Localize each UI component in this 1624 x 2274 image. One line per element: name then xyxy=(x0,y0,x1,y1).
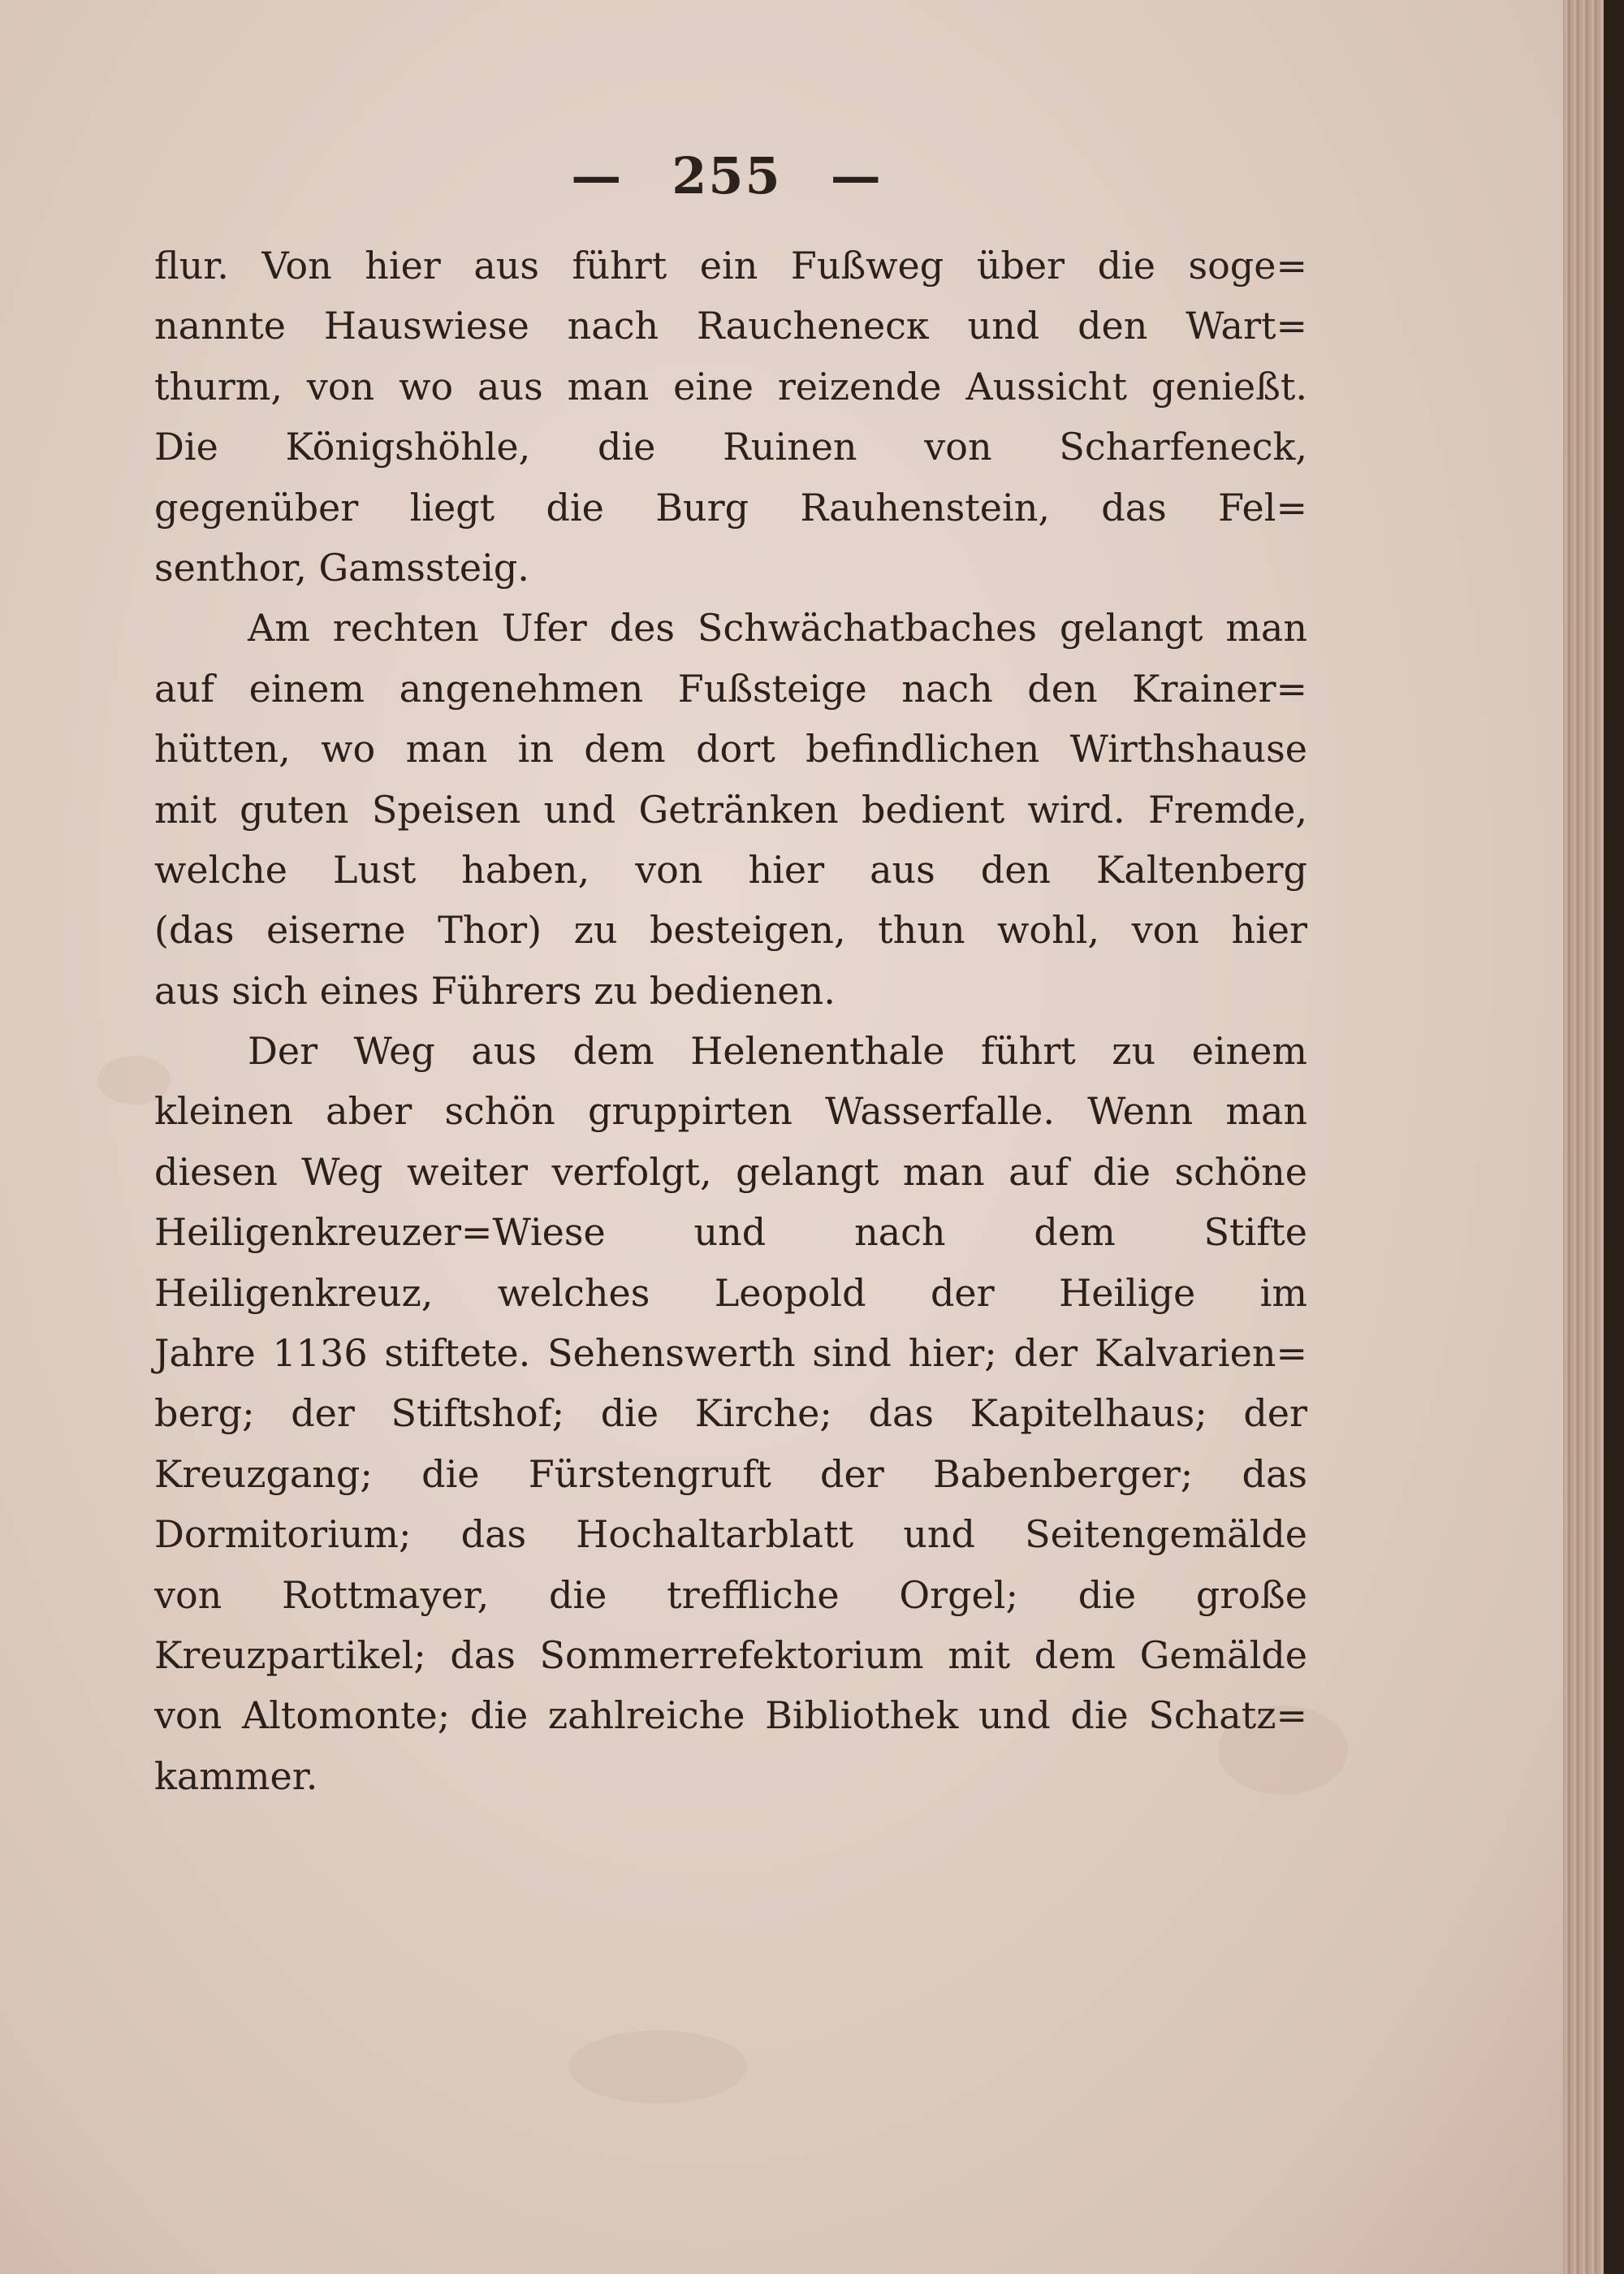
text-line: Dormitorium; das Hochaltarblatt und Seitengemälde xyxy=(154,1512,1307,1557)
text-line: berg; der Stiftshof; die Kirche; das Kapitelhaus; der xyxy=(154,1391,1307,1436)
text-line: flur. Von hier aus führt ein Fußweg über die soge= xyxy=(154,244,1307,287)
text-line: von Rottmayer, die treffliche Orgel; die große xyxy=(154,1572,1307,1617)
binding-shadow xyxy=(1604,0,1624,2274)
text-line: Kreuzgang; die Fürstengruft der Babenberger; das xyxy=(154,1451,1307,1496)
page-header xyxy=(0,146,1453,205)
text-line: Heiligenkreuzer=Wiese und nach dem Stifte xyxy=(154,1210,1307,1255)
header-dash-left: — xyxy=(571,146,624,205)
page-number: 255 xyxy=(672,146,782,205)
text-line: hütten, wo man in dem dort befindlichen Wirthshause xyxy=(154,727,1307,772)
text-line: gegenüber liegt die Burg Rauhenstein, das Fel= xyxy=(154,485,1307,530)
paper-stain xyxy=(568,2030,747,2103)
text-line: von Altomonte; die zahlreiche Bibliothek und die Schatz= xyxy=(154,1693,1307,1738)
text-line: kammer. xyxy=(154,1753,318,1798)
body-text xyxy=(154,236,1307,1806)
text-line: diesen Weg weiter verfolgt, gelangt man auf die schöne xyxy=(154,1149,1307,1194)
text-line: Jahre 1136 stiftete. Sehenswerth sind hier; der Kalvarien= xyxy=(154,1331,1307,1376)
header-dash-right: — xyxy=(830,146,883,205)
text-line: senthor, Gamssteig. xyxy=(154,545,529,590)
text-line: aus sich eines Führers zu bedienen. xyxy=(154,968,836,1013)
text-line: auf einem angenehmen Fußsteige nach den Krainer= xyxy=(154,666,1307,711)
text-line: Kreuzpartikel; das Sommerrefektorium mit dem Gemälde xyxy=(154,1632,1307,1677)
text-line: Heiligenkreuz, welches Leopold der Heilige im xyxy=(154,1270,1307,1315)
text-line: mit guten Speisen und Getränken bedient wird. Fremde, xyxy=(154,787,1307,832)
text-line: kleinen aber schön gruppirten Wasserfalle. Wenn man xyxy=(154,1089,1307,1134)
text-line: Der Weg aus dem Helenenthale führt zu einem xyxy=(248,1029,1307,1074)
text-line: thurm, von wo aus man eine reizende Aussicht genießt. xyxy=(154,364,1307,409)
text-line: nannte Hauswiese nach Rauchenecк und den Wart= xyxy=(154,304,1307,348)
text-line: Am rechten Ufer des Schwächatbaches gelangt man xyxy=(248,606,1307,651)
text-line: Die Königshöhle, die Ruinen von Scharfeneck, xyxy=(154,425,1307,469)
text-line: (das eiserne Thor) zu besteigen, thun wohl, von hier xyxy=(154,908,1307,953)
text-line: welche Lust haben, von hier aus den Kaltenberg xyxy=(154,847,1307,892)
